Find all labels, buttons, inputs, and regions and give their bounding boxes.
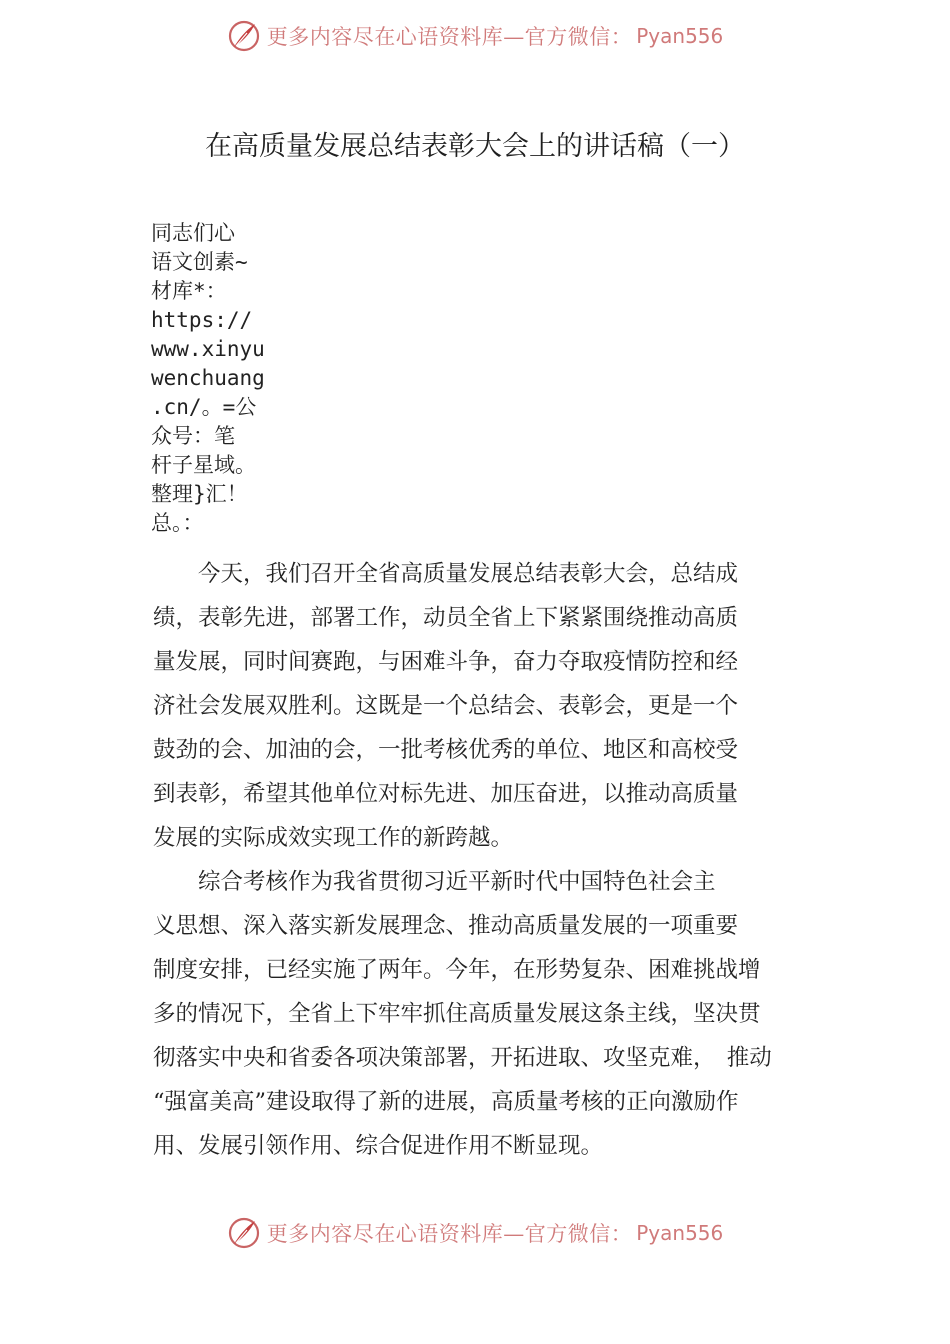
- side-note-line: 同志们心: [151, 221, 235, 245]
- paragraph-line: 彻落实中央和省委各项决策部署，开拓进取、攻坚克难， 推动: [153, 1045, 772, 1071]
- side-note-line: 杆子星域。: [151, 453, 256, 477]
- paragraph-line: 义思想、深入落实新发展理念、推动高质量发展的一项重要: [153, 913, 739, 939]
- paragraph-1: [153, 552, 823, 860]
- side-note-line: .cn/。=公: [151, 395, 257, 419]
- paragraph-line: 到表彰，希望其他单位对标先进、加压奋进，以推动高质量: [153, 781, 739, 807]
- side-note-line: 众号：笔: [151, 424, 235, 448]
- banner-text: 更多内容尽在心语资料库—官方微信：: [266, 1222, 633, 1246]
- side-note-line: 语文创素~: [151, 250, 248, 274]
- side-note-line: 整理}汇！: [151, 482, 248, 506]
- paragraph-line: 用、发展引领作用、综合促进作用不断显现。: [153, 1133, 604, 1159]
- side-note-line: wenchuang: [151, 366, 265, 390]
- paragraph-line: 综合考核作为我省贯彻习近平新时代中国特色社会主: [153, 869, 716, 895]
- side-note-column: [151, 219, 273, 538]
- quill-pen-logo-icon: [227, 1216, 261, 1250]
- banner-wechat-id: Pyan556: [636, 1221, 724, 1245]
- paragraph-line: “强富美高”建设取得了新的进展，高质量考核的正向激励作: [153, 1089, 739, 1115]
- paragraph-line: 量发展，同时间赛跑，与困难斗争，奋力夺取疫情防控和经: [153, 649, 739, 675]
- side-note-line: 材库*：: [151, 279, 227, 303]
- paragraph-line: 制度安排，已经实施了两年。今年，在形势复杂、困难挑战增: [153, 957, 761, 983]
- side-note-line: 总。：: [151, 511, 204, 535]
- side-note-line: www.xinyu: [151, 337, 265, 361]
- top-banner: [0, 14, 950, 58]
- document-title: 在高质量发展总结表彰大会上的讲话稿（一）: [205, 131, 745, 162]
- paragraph-line: 多的情况下，全省上下牢牢抓住高质量发展这条主线，坚决贯: [153, 1001, 761, 1027]
- paragraph-line: 绩，表彰先进，部署工作，动员全省上下紧紧围绕推动高质: [153, 605, 739, 631]
- paragraph-line: 济社会发展双胜利。这既是一个总结会、表彰会，更是一个: [153, 693, 739, 719]
- banner-wechat-id: Pyan556: [636, 24, 724, 48]
- banner-text: 更多内容尽在心语资料库—官方微信：: [266, 25, 633, 49]
- paragraph-line: 今天，我们召开全省高质量发展总结表彰大会，总结成: [153, 561, 739, 587]
- paragraph-line: 鼓劲的会、加油的会，一批考核优秀的单位、地区和高校受: [153, 737, 739, 763]
- bottom-banner: [0, 1211, 950, 1255]
- quill-pen-logo-icon: [227, 19, 261, 53]
- paragraph-line: 发展的实际成效实现工作的新跨越。: [153, 825, 514, 851]
- side-note-line: https://: [151, 308, 253, 332]
- paragraph-2: [153, 860, 823, 1168]
- body-text: [153, 552, 823, 1168]
